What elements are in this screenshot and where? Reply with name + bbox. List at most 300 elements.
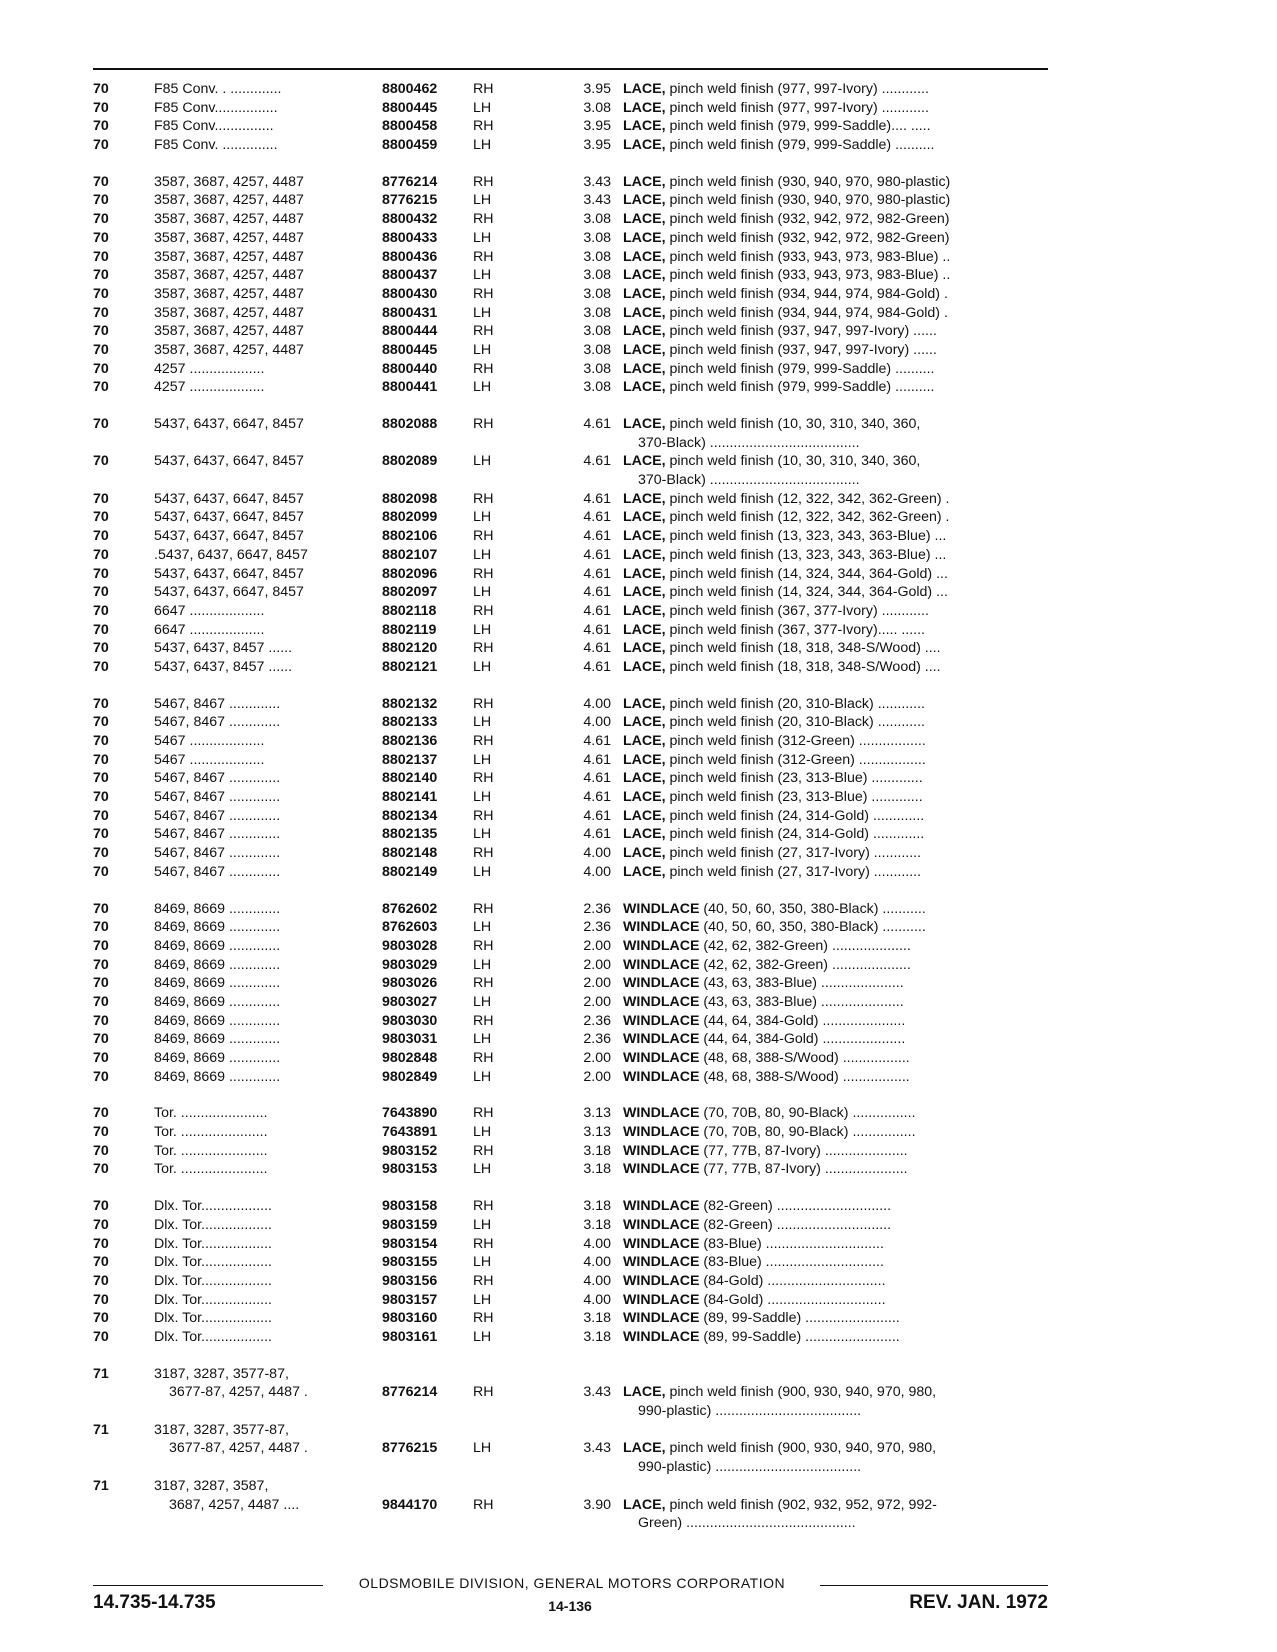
price-cell: 4.61 [583,770,611,787]
model-text: 3677-87, 4257, 4487 . [169,1440,308,1457]
model-cell: 5467, 8467 ............. [154,845,281,862]
price-cell: 4.61 [583,826,611,843]
side-cell: LH [473,863,492,880]
table-row [93,452,1048,489]
description-cell [623,695,1048,714]
model-cell: 3587, 3687, 4257, 4487 [154,192,304,209]
description-cell [623,1068,1048,1087]
price-cell: 3.95 [583,137,611,154]
table-row [93,1477,1048,1496]
description-item: LACE, [623,695,666,712]
price-cell: 2.00 [583,1068,611,1085]
parts-entry-71 [93,1477,1048,1533]
side-cell: RH [473,323,494,340]
description-item: LACE, [623,584,666,601]
year-cell: 71 [93,1365,109,1382]
price-cell: 3.43 [583,1384,611,1401]
side-cell: RH [473,770,494,787]
model-text: 3677-87, 4257, 4487 . [169,1384,308,1401]
price-cell: 3.90 [583,1496,611,1513]
part-number: 9803158 [382,1198,438,1215]
price-cell: 4.61 [583,807,611,824]
description-text: pinch weld finish (12, 322, 342, 362-Green) . [665,490,950,507]
part-number: 8762603 [382,919,438,936]
table-row [93,844,1048,863]
description-item: LACE, [623,285,666,302]
part-number: 8802135 [382,826,438,843]
table-row [93,546,1048,565]
price-cell: 4.00 [583,845,611,862]
description-text: pinch weld finish (979, 999-Saddle).... ..... [665,118,931,135]
model-cell: 3587, 3687, 4257, 4487 [154,341,304,358]
footer-rule-right [820,1585,1048,1586]
table-row [93,99,1048,118]
price-cell: 4.61 [583,416,611,432]
table-row [93,248,1048,267]
year-cell: 70 [93,1216,109,1233]
price-cell: 4.00 [583,1291,611,1308]
part-number: 9802848 [382,1050,438,1067]
price-cell: 2.00 [583,975,611,992]
table-row [93,1012,1048,1031]
part-number: 8802098 [382,490,438,507]
price-cell: 3.18 [583,1216,611,1233]
table-row [93,825,1048,844]
description-text: pinch weld finish (934, 944, 974, 984-Gold) . [665,304,948,321]
table-row [93,117,1048,136]
description-cell [623,1383,1048,1420]
table-row [93,1216,1048,1235]
price-cell: 3.43 [583,173,611,190]
description-item: LACE, [623,137,666,154]
description-cell [623,452,1048,489]
part-number: 9803157 [382,1291,438,1308]
description-item: LACE, [623,546,666,563]
description-text: (40, 50, 60, 350, 380-Black) ........... [699,919,926,936]
part-number: 8800436 [382,248,438,265]
description-text: (84-Gold) .............................. [699,1291,886,1308]
description-item: LACE, [623,248,666,265]
year-cell: 70 [93,323,109,340]
description-item: LACE, [623,490,666,507]
price-cell: 4.61 [583,453,611,470]
part-number: 7643891 [382,1124,438,1141]
description-cell [623,602,1048,621]
description-item: LACE, [623,453,666,470]
description-cell [623,769,1048,788]
description-text: pinch weld finish (14, 324, 344, 364-Gold) ... [665,565,948,582]
description-text: pinch weld finish (18, 318, 348-S/Wood) .... [665,658,941,675]
year-cell: 70 [93,81,109,97]
year-cell: 70 [93,546,109,563]
description-cell [623,490,1048,509]
description-text: pinch weld finish (367, 377-Ivory)..... ...... [665,621,925,638]
description-text: pinch weld finish (932, 942, 972, 982-Green) [665,211,950,228]
side-cell: RH [473,733,494,750]
part-number: 8802132 [382,695,438,712]
description-cell [623,1030,1048,1049]
description-text: (70, 70B, 80, 90-Black) ................ [699,1124,916,1141]
part-number: 8802107 [382,546,438,563]
part-number: 8802088 [382,416,438,432]
table-row [93,974,1048,993]
price-cell: 3.18 [583,1310,611,1327]
part-number: 9803159 [382,1216,438,1233]
table-row [93,658,1048,677]
year-cell: 70 [93,416,109,432]
description-cell [623,1253,1048,1272]
year-cell: 70 [93,1068,109,1085]
description-text: pinch weld finish (27, 317-Ivory) ............ [665,845,922,862]
table-row [93,713,1048,732]
description-text: pinch weld finish (979, 999-Saddle) .......... [665,379,935,396]
side-cell: LH [473,1031,492,1048]
description-cell [623,993,1048,1012]
description-continuation: 370-Black) ...................................... [638,472,860,489]
table-row [93,1235,1048,1254]
side-cell: LH [473,509,492,526]
price-cell: 4.61 [583,509,611,526]
description-cell [623,918,1048,937]
part-number: 8776214 [382,173,438,190]
section-number: 14.735-14.735 [93,1592,216,1613]
part-number: 9803031 [382,1031,438,1048]
description-item: LACE, [623,509,666,526]
model-cell: 3587, 3687, 4257, 4487 [154,173,304,190]
revision-date: REV. JAN. 1972 [909,1592,1048,1613]
description-item: LACE, [623,845,666,862]
part-number: 8802119 [382,621,437,638]
description-continuation: 990-plastic) ..................................... [638,1403,862,1420]
model-cell: Dlx. Tor.................. [154,1310,272,1327]
price-cell: 4.61 [583,528,611,545]
model-cell: Dlx. Tor.................. [154,1272,272,1289]
description-text: pinch weld finish (20, 310-Black) ............ [665,695,925,712]
description-text: (40, 50, 60, 350, 380-Black) ........... [699,900,926,917]
description-text: pinch weld finish (24, 314-Gold) ............. [665,826,925,843]
table-row [93,695,1048,714]
side-cell: LH [473,993,492,1010]
part-number: 8800431 [382,304,438,321]
description-item: LACE, [623,341,666,358]
description-cell [623,229,1048,248]
year-cell: 70 [93,621,109,638]
table-row [93,378,1048,397]
part-number: 8802141 [382,789,438,806]
part-number: 8800445 [382,341,438,358]
year-cell: 70 [93,1105,109,1122]
description-text: pinch weld finish (10, 30, 310, 340, 360, [665,416,921,432]
description-text: (42, 62, 382-Green) .................... [699,956,911,973]
part-number: 8800432 [382,211,438,228]
model-cell: F85 Conv............... [154,118,274,135]
year-cell: 71 [93,1421,109,1438]
description-cell [623,415,1048,452]
table-row [93,229,1048,248]
price-cell: 4.00 [583,695,611,712]
description-text: pinch weld finish (900, 930, 940, 970, 980, [665,1384,937,1401]
side-cell: RH [473,118,494,135]
side-cell: RH [473,285,494,302]
description-item: LACE, [623,789,666,806]
table-row [93,807,1048,826]
table-row [93,937,1048,956]
part-number: 9803155 [382,1254,438,1271]
description-text: pinch weld finish (14, 324, 344, 364-Gold) ... [665,584,948,601]
price-cell: 3.08 [583,341,611,358]
description-item: LACE, [623,81,666,97]
side-cell: RH [473,490,494,507]
model-cell: 8469, 8669 ............. [154,1031,281,1048]
model-cell: .5437, 6437, 6647, 8457 [154,546,308,563]
description-text: pinch weld finish (23, 313-Blue) ............. [665,770,923,787]
model-cell: 5437, 6437, 6647, 8457 [154,565,304,582]
side-cell: LH [473,956,492,973]
side-cell: LH [473,751,492,768]
part-number: 8802121 [382,658,438,675]
table-row [93,285,1048,304]
table-row [93,136,1048,155]
description-cell [623,807,1048,826]
description-text: (77, 77B, 87-Ivory) ..................... [699,1142,908,1159]
description-text: pinch weld finish (933, 943, 973, 983-Blue) .. [665,248,951,265]
description-cell [623,248,1048,267]
description-cell [623,825,1048,844]
table-row [93,1309,1048,1328]
table-row [93,788,1048,807]
price-cell: 4.61 [583,584,611,601]
description-cell [623,136,1048,155]
year-cell: 71 [93,1477,109,1494]
description-item: LACE, [623,751,666,768]
side-cell: RH [473,416,494,432]
price-cell: 4.61 [583,640,611,657]
side-cell: LH [473,453,492,470]
footer-rule-left [93,1585,323,1586]
table-row [93,1421,1048,1440]
year-cell: 70 [93,211,109,228]
year-cell: 70 [93,379,109,396]
side-cell: LH [473,1068,492,1085]
description-text: pinch weld finish (24, 314-Gold) ............. [665,807,925,824]
year-cell: 70 [93,733,109,750]
year-cell: 70 [93,1050,109,1067]
price-cell: 2.36 [583,1012,611,1029]
description-item: LACE, [623,323,666,340]
description-item: WINDLACE [623,1310,700,1327]
year-cell: 70 [93,807,109,824]
description-cell [623,266,1048,285]
side-cell: RH [473,1105,494,1122]
table-row [93,266,1048,285]
description-item: LACE, [623,528,666,545]
year-cell: 70 [93,118,109,135]
side-cell: RH [473,807,494,824]
description-cell [623,844,1048,863]
table-row [93,1328,1048,1347]
year-cell: 70 [93,863,109,880]
description-cell [623,546,1048,565]
model-cell: 3587, 3687, 4257, 4487 [154,267,304,284]
table-row [93,1142,1048,1161]
description-text: pinch weld finish (20, 310-Black) ............ [665,714,925,731]
description-text: pinch weld finish (13, 323, 343, 363-Blue) ... [665,528,947,545]
price-cell: 2.00 [583,956,611,973]
year-cell: 70 [93,1012,109,1029]
description-cell [623,1235,1048,1254]
model-cell: 5437, 6437, 6647, 8457 [154,416,304,432]
part-number: 9803027 [382,993,438,1010]
price-cell: 3.18 [583,1142,611,1159]
price-cell: 4.61 [583,751,611,768]
description-item: LACE, [623,565,666,582]
price-cell: 2.00 [583,993,611,1010]
price-cell: 4.00 [583,1254,611,1271]
table-row [93,1365,1048,1384]
model-cell: 5467, 8467 ............. [154,863,281,880]
side-cell: LH [473,304,492,321]
year-cell: 70 [93,919,109,936]
year-cell: 70 [93,285,109,302]
side-cell: LH [473,546,492,563]
table-row [93,490,1048,509]
table-row [93,583,1048,602]
description-item: LACE, [623,416,666,432]
description-cell [623,360,1048,379]
year-cell: 70 [93,789,109,806]
model-cell: 5467, 8467 ............. [154,770,281,787]
model-cell: 8469, 8669 ............. [154,975,281,992]
description-cell [623,1142,1048,1161]
description-item: LACE, [623,229,666,246]
side-cell: RH [473,975,494,992]
part-number: 8800440 [382,360,438,377]
side-cell: LH [473,1216,492,1233]
side-cell: LH [473,919,492,936]
description-cell [623,863,1048,882]
year-cell: 70 [93,453,109,470]
part-number: 9803030 [382,1012,438,1029]
year-cell: 70 [93,229,109,246]
year-cell: 70 [93,826,109,843]
table-row [93,173,1048,192]
table-row [93,751,1048,770]
table-row [93,602,1048,621]
model-cell: 4257 ................... [154,360,265,377]
description-text: pinch weld finish (902, 932, 952, 972, 992- [665,1496,937,1513]
description-text: (70, 70B, 80, 90-Black) ................ [699,1105,916,1122]
table-row [93,900,1048,919]
price-cell: 4.61 [583,658,611,675]
description-cell [623,173,1048,192]
description-item: LACE, [623,192,666,209]
price-cell: 3.18 [583,1198,611,1215]
part-number: 8800459 [382,137,438,154]
description-item: LACE, [623,807,666,824]
model-cell: 5437, 6437, 6647, 8457 [154,509,304,526]
price-cell: 3.08 [583,360,611,377]
description-item: LACE, [623,173,666,190]
side-cell: RH [473,640,494,657]
model-cell: 3187, 3287, 3587, [154,1477,269,1494]
year-cell: 70 [93,900,109,917]
model-cell: F85 Conv. .............. [154,137,278,154]
price-cell: 4.61 [583,621,611,638]
part-number: 8802089 [382,453,438,470]
model-cell: Dlx. Tor.................. [154,1291,272,1308]
part-number: 8802099 [382,509,438,526]
description-text: pinch weld finish (937, 947, 997-Ivory) ...... [665,341,937,358]
top-rule [93,68,1048,70]
year-cell: 70 [93,1031,109,1048]
price-cell: 3.18 [583,1161,611,1178]
description-cell [623,285,1048,304]
part-number: 8802133 [382,714,438,731]
description-text: pinch weld finish (934, 944, 974, 984-Gold) . [665,285,948,302]
part-number: 9803028 [382,937,438,954]
description-cell [623,751,1048,770]
price-cell: 3.43 [583,192,611,209]
year-cell: 70 [93,1272,109,1289]
table-row [93,1030,1048,1049]
model-cell: 5437, 6437, 8457 ...... [154,658,293,675]
side-cell: RH [473,1272,494,1289]
description-item: LACE, [623,863,666,880]
year-cell: 70 [93,304,109,321]
price-cell: 3.13 [583,1124,611,1141]
part-number: 9844170 [382,1496,438,1513]
year-cell: 70 [93,341,109,358]
description-cell [623,341,1048,360]
description-cell [623,1012,1048,1031]
model-cell: 3187, 3287, 3577-87, [154,1421,289,1438]
model-cell: Tor. ...................... [154,1161,268,1178]
description-text: pinch weld finish (12, 322, 342, 362-Green) . [665,509,950,526]
year-cell: 70 [93,192,109,209]
part-number: 9803160 [382,1310,438,1327]
description-cell [623,508,1048,527]
price-cell: 3.43 [583,1440,611,1457]
year-cell: 70 [93,770,109,787]
year-cell: 70 [93,1328,109,1345]
description-text: (48, 68, 388-S/Wood) ................. [699,1050,910,1067]
table-row [93,322,1048,341]
description-cell [623,1309,1048,1328]
description-item: WINDLACE [623,1216,700,1233]
part-number: 8800441 [382,379,438,396]
year-cell: 70 [93,1142,109,1159]
description-text: (44, 64, 384-Gold) ..................... [699,1031,906,1048]
description-continuation: 370-Black) ...................................... [638,434,860,451]
model-cell: Dlx. Tor.................. [154,1198,272,1215]
price-cell: 4.00 [583,863,611,880]
table-row [93,621,1048,640]
price-cell: 4.61 [583,546,611,563]
description-text: pinch weld finish (977, 997-Ivory) ............ [665,99,929,116]
description-item: LACE, [623,658,666,675]
side-cell: LH [473,789,492,806]
year-cell: 70 [93,1291,109,1308]
description-text: pinch weld finish (930, 940, 970, 980-plastic) [665,192,951,209]
description-cell [623,1291,1048,1310]
year-cell: 70 [93,1124,109,1141]
year-cell: 70 [93,509,109,526]
model-cell: 5437, 6437, 6647, 8457 [154,528,304,545]
year-cell: 70 [93,528,109,545]
part-number: 8800445 [382,99,438,116]
description-item: WINDLACE [623,1198,700,1215]
side-cell: RH [473,602,494,619]
